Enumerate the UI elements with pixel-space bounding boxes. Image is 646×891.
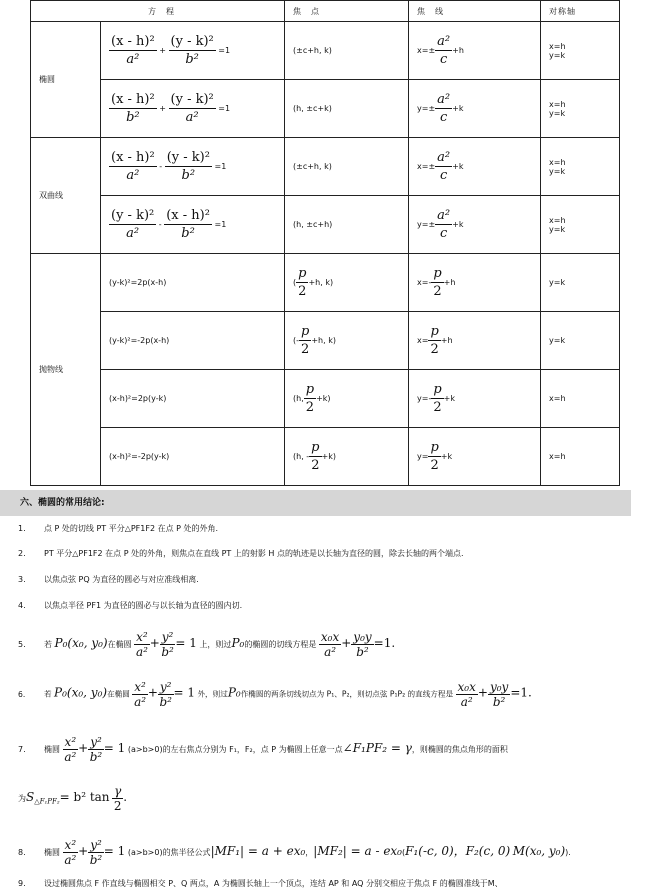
directrix-suffix: +h: [452, 46, 464, 55]
numerator: p: [433, 382, 442, 397]
list-item: 6. 若 P₀(x₀, y₀)在椭圆 $\frac{\text{x²}}{\text{a²}}$ + $\frac{\text{y²}}{\text{b²}}$ = 1 外，则过P₀作椭圆的两条切线切点为 P₁、P₂，则切点弦 P₁P₂ 的直线方程是 $\frac{\text{x₀x}}{\text{a²}}$ + $\frac{\text{y₀y}}{\text{b²}}$ =1.: [18, 680, 532, 709]
numerator: p: [305, 382, 315, 397]
directrix-prefix: y=: [417, 452, 429, 461]
header-directrix: 焦 线: [409, 1, 541, 22]
category-parabola: 抛物线: [31, 254, 101, 486]
item-text: ，则椭圆的焦点角形的面积: [411, 745, 508, 754]
rhs: =1: [214, 162, 227, 171]
equation-cell: [101, 80, 285, 138]
item-text: ).: [565, 848, 571, 857]
math-point: P₀(x₀, y₀): [54, 685, 108, 700]
denominator: c: [439, 52, 448, 67]
fraction: [488, 680, 510, 709]
numerator: y₀y: [489, 680, 509, 694]
axis-y: y=k: [549, 224, 566, 234]
denominator: a²: [460, 695, 473, 709]
fraction: [164, 207, 212, 242]
item-text: 为: [18, 794, 26, 803]
item-text: 以焦点弦 PQ 为直径的圆必与对应准线相离.: [44, 575, 199, 584]
item-text: (a>b>0)的左右焦点分别为 F₁，F₂，点 P 为椭圆上任意一点: [127, 745, 343, 754]
axis-cell: [541, 196, 620, 254]
focus-cell: (h, ±c+h): [285, 196, 409, 254]
denominator: b²: [181, 168, 196, 183]
math-point: P₀: [227, 685, 241, 700]
denominator: a²: [324, 645, 337, 659]
math-point: ，F₂(c, 0): [453, 844, 511, 858]
math-expression: |MF₁| = a + ex₀: [210, 844, 306, 858]
item-text: 在椭圆: [107, 689, 130, 699]
directrix-cell: [409, 196, 541, 254]
denominator: a²: [134, 695, 147, 709]
directrix-prefix: x=: [417, 336, 429, 345]
denominator: b²: [181, 226, 195, 241]
list-item: [18, 547, 464, 561]
item-text: 若: [44, 640, 52, 649]
fraction: [88, 735, 104, 764]
numerator: x²: [64, 838, 77, 852]
focus-prefix: (-: [293, 336, 300, 345]
fraction: [112, 784, 123, 813]
header-axis: 对称轴: [541, 1, 620, 22]
numerator: (x - h)²: [166, 208, 210, 223]
fraction: [431, 265, 443, 300]
category-ellipse: 椭圆: [31, 22, 101, 138]
item-text: PT 平分△PF1F2 在点 P 处的外角，则焦点在直线 PT 上的射影 H 点的轨迹是以长轴为直径的圆，除去长轴的两个端点.: [44, 549, 464, 558]
directrix-suffix: +h: [440, 336, 453, 345]
focus-cell: [285, 370, 409, 428]
denominator: b²: [89, 853, 103, 867]
denominator: 2: [311, 458, 320, 473]
fraction: [435, 149, 452, 184]
numerator: (y - k)²: [111, 208, 155, 223]
fraction: [63, 838, 79, 867]
item-number: 4.: [18, 601, 26, 610]
fraction: [351, 630, 373, 659]
denominator: 2: [301, 342, 310, 357]
numerator: x₀x: [320, 630, 340, 644]
equals-one: = 1: [103, 741, 126, 755]
axis-x: x=h: [549, 157, 566, 167]
denominator: a²: [64, 853, 77, 867]
denominator: 2: [430, 342, 439, 357]
item-number: 8.: [18, 848, 26, 857]
denominator: 2: [433, 400, 442, 415]
directrix-suffix: +k: [452, 104, 464, 113]
numerator: y²: [159, 680, 172, 694]
equals-one: =1.: [373, 636, 396, 650]
axis-cell: y=k: [541, 254, 620, 312]
axis-y: y=k: [549, 108, 566, 118]
operator: +: [159, 104, 166, 113]
fraction: [435, 33, 452, 68]
equation-cell: [101, 138, 285, 196]
directrix-prefix: x=-: [417, 278, 432, 287]
math-subscript: △F₁PF₂: [34, 797, 60, 806]
fraction: [109, 91, 157, 126]
equation-cell: (x-h)²=2p(y-k): [101, 370, 285, 428]
axis-cell: [541, 138, 620, 196]
fraction: [428, 323, 440, 358]
denominator: a²: [126, 226, 140, 241]
focus-cell: [285, 312, 409, 370]
directrix-cell: [409, 312, 541, 370]
header-focus: 焦 点: [285, 1, 409, 22]
denominator: b²: [492, 695, 506, 709]
numerator: (x - h)²: [111, 92, 155, 107]
equation-cell: (x-h)²=-2p(y-k): [101, 428, 285, 486]
item-number: 7.: [18, 745, 26, 754]
denominator: 2: [113, 799, 122, 813]
list-item-continuation: [18, 784, 127, 813]
denominator: b²: [356, 645, 369, 659]
equation-cell: (y-k)²=-2p(x-h): [101, 312, 285, 370]
axis-x: x=h: [549, 41, 566, 51]
fraction: [299, 323, 311, 358]
fraction: [431, 381, 443, 416]
directrix-suffix: +k: [443, 394, 455, 403]
fraction: [435, 207, 452, 242]
fraction: [134, 630, 150, 659]
axis-y: y=k: [549, 50, 566, 60]
axis-x: x=h: [549, 99, 566, 109]
directrix-cell: [409, 138, 541, 196]
item-text: (: [402, 848, 406, 857]
axis-cell: x=h: [541, 428, 620, 486]
directrix-cell: [409, 370, 541, 428]
axis-cell: [541, 80, 620, 138]
table-header-row: [31, 1, 620, 22]
table-row: [31, 138, 620, 196]
list-item: [18, 522, 218, 536]
math-expression: = b² tan: [59, 790, 110, 804]
list-item: 8. 椭圆 $\frac{\text{x²}}{\text{a²}}$ + $\frac{\text{y²}}{\text{b²}}$ = 1 (a>b>0)的焦半径公式|MF₁| = a + ex₀，|MF₂| = a - ex₀(F₁(-c, 0)，F₂(c, 0) M(x₀, y₀)).: [18, 838, 571, 867]
numerator: p: [298, 266, 307, 281]
denominator: b²: [126, 110, 140, 125]
numerator: (y - k)²: [170, 92, 214, 107]
operator: +: [159, 46, 166, 55]
axis-cell: [541, 22, 620, 80]
fraction: [132, 680, 148, 709]
numerator: (x - h)²: [111, 150, 155, 165]
category-hyperbola: 双曲线: [31, 138, 101, 254]
item-text: 椭圆: [44, 745, 60, 754]
numerator: y²: [90, 838, 102, 852]
item-text: 若: [44, 689, 52, 699]
fraction: [309, 439, 321, 474]
equals-one: =1.: [510, 685, 532, 700]
table-row: [31, 428, 620, 486]
focus-prefix: (h,: [293, 394, 304, 403]
numerator: (x - h)²: [111, 34, 155, 49]
focus-cell: [285, 254, 409, 312]
list-item: 7. 椭圆 $\frac{\text{x²}}{\text{a²}}$ + $\frac{\text{y²}}{\text{b²}}$ = 1 (a>b>0)的左右焦点分别为 F₁，F₂，点 P 为椭圆上任意一点∠F₁PF₂ = γ，则椭圆的焦点角形的面积: [18, 735, 508, 764]
axis-x: x=h: [549, 215, 566, 225]
item-text: 椭圆: [44, 848, 60, 857]
rhs: =1: [218, 46, 231, 55]
fraction: [109, 207, 156, 242]
denominator: a²: [135, 645, 148, 659]
fraction: [165, 149, 212, 184]
item-number: 5.: [18, 640, 26, 649]
focus-cell: (±c+h, k): [285, 138, 409, 196]
directrix-cell: [409, 428, 541, 486]
denominator: 2: [430, 458, 439, 473]
numerator: x²: [64, 735, 77, 749]
axis-y: y=k: [549, 166, 566, 176]
numerator: y²: [90, 735, 102, 749]
numerator: a²: [437, 208, 451, 223]
numerator: y₀y: [353, 630, 372, 644]
item-text: 上，则过: [199, 640, 232, 649]
numerator: (y - k)²: [170, 34, 214, 49]
denominator: 2: [305, 400, 315, 415]
fraction: [158, 680, 174, 709]
focus-suffix: +k): [316, 394, 331, 403]
focus-suffix: +h, k): [311, 336, 336, 345]
axis-cell: x=h: [541, 370, 620, 428]
focus-suffix: +k): [321, 452, 336, 461]
denominator: 2: [298, 284, 307, 299]
table-row: [31, 312, 620, 370]
focus-suffix: +h, k): [308, 278, 334, 287]
fraction: [109, 33, 157, 68]
fraction: [435, 91, 452, 126]
numerator: (y - k)²: [166, 150, 210, 165]
directrix-prefix: y=±: [417, 220, 436, 229]
rhs: =1: [214, 220, 227, 229]
list-item: 5. 若 P₀(x₀, y₀)在椭圆 $\frac{\text{x²}}{\text{a²}}$ + $\frac{\text{y²}}{\text{b²}}$ = 1 上，则过P₀的椭圆的切线方程是 $\frac{\text{x₀x}}{\text{a²}}$ + $\frac{\text{y₀y}}{\text{b²}}$ =1.: [18, 630, 396, 659]
math-point: F₁(-c, 0): [405, 844, 454, 858]
numerator: p: [433, 266, 442, 281]
item-number: 3.: [18, 575, 26, 584]
focus-cell: (±c+h, k): [285, 22, 409, 80]
header-equation: 方 程: [31, 1, 285, 22]
equation-cell: [101, 196, 285, 254]
rhs: =1: [218, 104, 231, 113]
numerator: a²: [437, 150, 451, 165]
focus-cell: (h, ±c+k): [285, 80, 409, 138]
table-row: [31, 22, 620, 80]
directrix-suffix: +h: [443, 278, 456, 287]
operator: -: [158, 220, 162, 229]
denominator: b²: [159, 695, 172, 709]
fraction: [319, 630, 341, 659]
item-text: 以焦点半径 PF1 为直径的圆必与以长轴为直径的圆内切.: [44, 601, 243, 610]
math-point: P₀(x₀, y₀): [54, 636, 108, 650]
equals-one: = 1: [173, 685, 196, 700]
fraction: [169, 33, 216, 68]
denominator: a²: [64, 750, 77, 764]
fraction: [169, 91, 216, 126]
directrix-suffix: +k: [440, 452, 453, 461]
item-text: (a>b>0)的焦半径公式: [127, 848, 211, 857]
equation-cell: (y-k)²=2p(x-h): [101, 254, 285, 312]
numerator: y²: [161, 630, 174, 644]
math-area: S: [26, 790, 35, 804]
equation-cell: [101, 22, 285, 80]
item-text: 外，则过: [197, 689, 228, 699]
directrix-cell: [409, 22, 541, 80]
fraction: [456, 680, 478, 709]
focus-prefix: (: [293, 278, 297, 287]
numerator: x²: [134, 680, 146, 694]
numerator: a²: [437, 34, 451, 49]
denominator: b²: [89, 750, 103, 764]
table-row: [31, 254, 620, 312]
numerator: p: [311, 440, 320, 455]
fraction: [428, 439, 440, 474]
math-point: M(x₀, y₀): [512, 844, 566, 858]
denominator: c: [439, 110, 448, 125]
fraction: [304, 381, 316, 416]
directrix-cell: [409, 254, 541, 312]
section-heading: 六、椭圆的常用结论:: [0, 490, 631, 516]
math-expression: |MF₂| = a - ex₀: [313, 844, 402, 858]
denominator: a²: [126, 52, 140, 67]
directrix-prefix: x=±: [417, 46, 436, 55]
item-number: 6.: [18, 689, 26, 699]
numerator: a²: [437, 92, 451, 107]
directrix-prefix: y=±: [417, 104, 436, 113]
numerator: p: [430, 440, 439, 455]
denominator: c: [439, 226, 448, 241]
numerator: p: [430, 324, 439, 339]
denominator: b²: [185, 52, 199, 67]
item-number: 1.: [18, 524, 26, 533]
equals-one: = 1: [175, 636, 197, 650]
numerator: γ: [114, 784, 122, 798]
numerator: x₀x: [457, 680, 476, 694]
table-row: [31, 370, 620, 428]
list-item: [18, 573, 199, 587]
fraction: [109, 149, 157, 184]
item-number: 9.: [18, 879, 26, 888]
directrix-cell: [409, 80, 541, 138]
item-text: 设过椭圆焦点 F 作直线与椭圆相交 P、Q 两点，A 为椭圆长轴上一个顶点，连结 AP 和 AQ 分别交相应于焦点 F 的椭圆准线于M、: [44, 879, 503, 888]
table-row: [31, 196, 620, 254]
focus-prefix: (h, -: [293, 452, 310, 461]
directrix-suffix: +k: [452, 220, 464, 229]
axis-cell: y=k: [541, 312, 620, 370]
fraction: [63, 735, 79, 764]
focus-cell: [285, 428, 409, 486]
operator: -: [159, 162, 163, 171]
numerator: p: [301, 324, 310, 339]
denominator: a²: [185, 110, 199, 125]
denominator: b²: [161, 645, 174, 659]
directrix-suffix: +k: [452, 162, 464, 171]
denominator: 2: [433, 284, 442, 299]
list-item: [18, 877, 503, 891]
directrix-prefix: x=±: [417, 162, 436, 171]
item-number: 2.: [18, 549, 26, 558]
math-point: P₀: [231, 636, 245, 650]
conic-table: [30, 0, 620, 486]
numerator: x²: [136, 630, 148, 644]
item-text: 的椭圆的切线方程是: [244, 640, 317, 649]
list-item: [18, 599, 242, 613]
equals-one: = 1: [103, 844, 126, 858]
math-angle: ∠F₁PF₂ = γ: [342, 741, 412, 755]
item-text: 在椭圆: [107, 640, 132, 649]
separator: ，: [305, 848, 314, 857]
directrix-prefix: y=-: [417, 394, 432, 403]
fraction: [160, 630, 176, 659]
denominator: c: [439, 168, 448, 183]
period: .: [123, 790, 128, 804]
item-text: 点 P 处的切线 PT 平分△PF1F2 在点 P 处的外角.: [44, 524, 219, 533]
denominator: a²: [126, 168, 140, 183]
table-row: [31, 80, 620, 138]
fraction: [88, 838, 104, 867]
item-text: 作椭圆的两条切线切点为 P₁、P₂，则切点弦 P₁P₂ 的直线方程是: [240, 689, 454, 699]
fraction: [296, 265, 308, 300]
